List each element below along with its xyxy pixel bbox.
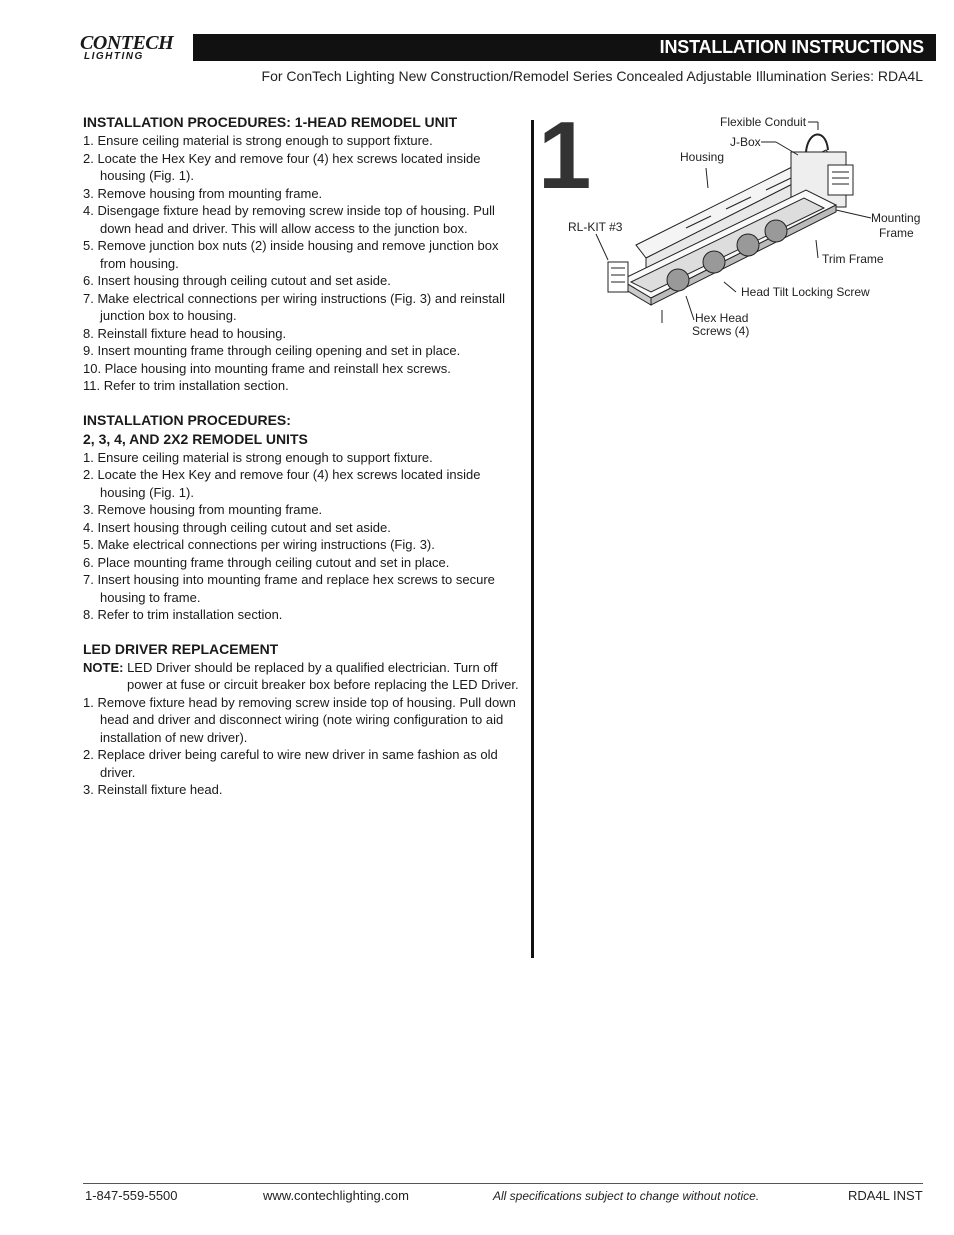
brand-logo: [80, 34, 190, 64]
list-item: 6. Place mounting frame through ceiling cutout and set in place.: [83, 554, 450, 570]
list-item: 3. Reinstall fixture head.: [83, 782, 223, 797]
list-item: 1. Ensure ceiling material is strong enough to support fixture.: [83, 133, 433, 148]
column-divider: [531, 120, 534, 958]
footer-doc-code: RDA4L INST: [848, 1188, 923, 1203]
list-item: 4. Disengage fixture head by removing screw inside top of housing. Pull down head and driver. This will allow access to the junction box.: [83, 203, 495, 236]
label-flexible-conduit: Flexible Conduit: [720, 115, 807, 129]
section-multihead: [83, 411, 523, 624]
label-mounting-frame: Mounting: [871, 211, 921, 225]
list-item: 4. Insert housing through ceiling cutout and set aside.: [83, 519, 391, 535]
list-item: 3. Remove housing from mounting frame.: [83, 502, 323, 517]
page-subtitle: For ConTech Lighting New Construction/Remodel Series Concealed Adjustable Illumination Series: RDA4L: [261, 68, 923, 84]
steps-list: [83, 449, 523, 624]
label-trim-frame: Trim Frame: [822, 252, 884, 266]
note-paragraph: [83, 659, 523, 694]
note-label: NOTE:: [83, 659, 124, 675]
list-item: 10. Place housing into mounting frame and reinstall hex screws.: [83, 360, 451, 376]
list-item: 8. Refer to trim installation section.: [83, 607, 283, 622]
section-heading: 2, 3, 4, AND 2X2 REMODEL UNITS: [83, 430, 308, 447]
figure-number: 1: [538, 102, 592, 209]
list-item: 7. Insert housing into mounting frame and replace hex screws to secure housing to frame.: [83, 572, 495, 605]
steps-list: [83, 132, 523, 395]
section-driver: [83, 640, 523, 799]
list-item: 11. Refer to trim installation section.: [83, 378, 289, 393]
list-item: 6. Insert housing through ceiling cutout and set aside.: [83, 273, 391, 288]
label-mounting-frame-2: Frame: [879, 226, 914, 240]
footer-rule: [83, 1183, 923, 1184]
instructions-column: [83, 113, 523, 815]
label-jbox: J-Box: [730, 135, 761, 149]
label-hex-screws: Screws (4): [692, 324, 750, 338]
list-item: 1. Remove fixture head by removing screw inside top of housing. Pull down head and driver and disconnect wiring (note wiring configuration to aid installation of new driver).: [83, 694, 516, 745]
section-1head: [83, 113, 523, 395]
footer-website[interactable]: www.contechlighting.com: [263, 1188, 409, 1203]
label-housing: Housing: [680, 150, 725, 164]
label-rlkit: RL-KIT #3: [568, 220, 623, 234]
label-hex-head: Hex Head: [695, 311, 749, 325]
logo-wordmark: CONTECH: [80, 32, 174, 54]
page-title: INSTALLATION INSTRUCTIONS: [193, 34, 936, 61]
list-item: 2. Locate the Hex Key and remove four (4) hex screws located inside housing (Fig. 1).: [83, 150, 481, 183]
section-heading: INSTALLATION PROCEDURES: 1-HEAD REMODEL UNIT: [83, 114, 458, 130]
section-heading: LED DRIVER REPLACEMENT: [83, 640, 279, 657]
label-head-tilt: Head Tilt Locking Screw: [741, 285, 870, 299]
list-item: 3. Remove housing from mounting frame.: [83, 185, 323, 201]
logo-subword: LIGHTING: [84, 51, 144, 62]
footer-disclaimer: All specifications subject to change without notice.: [493, 1189, 760, 1203]
list-item: 1. Ensure ceiling material is strong enough to support fixture.: [83, 449, 433, 465]
note-text: LED Driver should be replaced by a qualified electrician. Turn off power at fuse or circuit breaker box before replacing the LED Driver.: [123, 659, 519, 692]
list-item: 2. Replace driver being careful to wire new driver in same fashion as old driver.: [83, 747, 498, 780]
list-item: 8. Reinstall fixture head to housing.: [83, 325, 287, 341]
section-heading: INSTALLATION PROCEDURES:: [83, 411, 291, 428]
list-item: 7. Make electrical connections per wiring instructions (Fig. 3) and reinstall junction box to housing.: [83, 290, 505, 323]
list-item: 5. Remove junction box nuts (2) inside housing and remove junction box from housing.: [83, 238, 499, 271]
footer-phone: 1-847-559-5500: [85, 1188, 178, 1203]
list-item: 5. Make electrical connections per wiring instructions (Fig. 3).: [83, 537, 435, 552]
list-item: 9. Insert mounting frame through ceiling opening and set in place.: [83, 343, 461, 358]
steps-list: [83, 694, 523, 799]
list-item: 2. Locate the Hex Key and remove four (4) hex screws located inside housing (Fig. 1).: [83, 467, 481, 500]
